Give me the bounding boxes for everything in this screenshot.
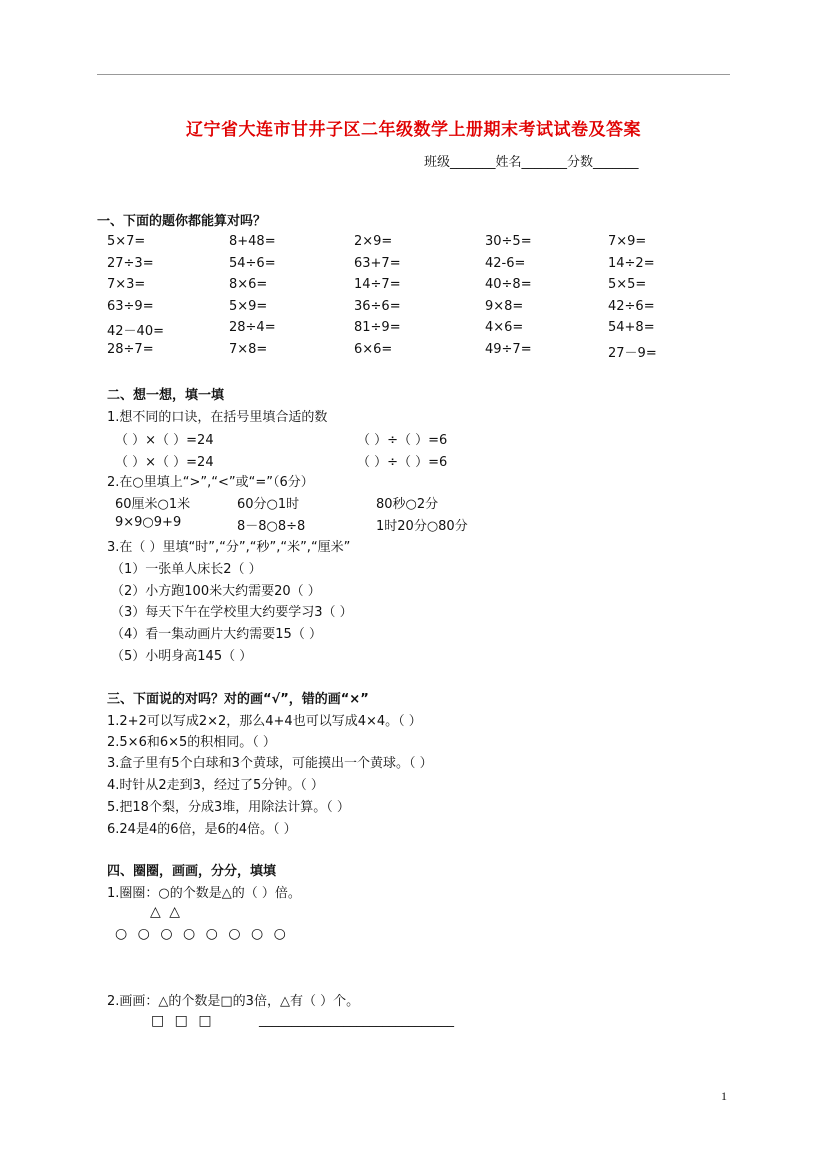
arithmetic-problem: 5×7=	[107, 234, 146, 249]
s2-q2-item: 60分○1时	[237, 497, 300, 512]
s2-q2-item: 80秒○2分	[376, 497, 439, 512]
s2-q2-item: 1时20分○80分	[376, 519, 468, 534]
s2-q3-item: （4）看一集动画片大约需要15（ ）	[111, 627, 322, 642]
s2-q1-line: （ ）÷（ ）=6	[357, 433, 448, 448]
arithmetic-problem: 5×9=	[229, 299, 268, 314]
arithmetic-problem: 27÷3=	[107, 256, 154, 271]
s3-item: 2.5×6和6×5的积相同。（ ）	[107, 735, 276, 750]
s2-q2-item: 9×9○9+9	[115, 515, 182, 530]
drawing-blank-line: ______________________________	[259, 1013, 454, 1028]
s3-item: 5.把18个梨，分成3堆，用除法计算。（ ）	[107, 800, 350, 815]
arithmetic-problem: 7×3=	[107, 277, 146, 292]
arithmetic-problem: 54÷6=	[229, 256, 276, 271]
arithmetic-problem: 63÷9=	[107, 299, 154, 314]
page-title: 辽宁省大连市甘井子区二年级数学上册期末考试试卷及答案	[186, 120, 641, 140]
arithmetic-problem: 36÷6=	[354, 299, 401, 314]
arithmetic-problem: 28÷4=	[229, 320, 276, 335]
top-rule	[97, 74, 730, 75]
arithmetic-problem: 40÷8=	[485, 277, 532, 292]
arithmetic-problem: 63+7=	[354, 256, 401, 271]
arithmetic-problem: 8×6=	[229, 277, 268, 292]
s2-q2-item: 8－8○8÷8	[237, 519, 306, 534]
arithmetic-problem: 42-6=	[485, 256, 526, 271]
s2-q2-prompt: 2.在○里填上“>”,“<”或“=”（6分）	[107, 475, 314, 490]
page-number: 1	[721, 1089, 727, 1103]
s2-q3-item: （5）小明身高145（ ）	[111, 649, 253, 664]
arithmetic-problem: 2×9=	[354, 234, 393, 249]
circle-shapes: ○ ○ ○ ○ ○ ○ ○ ○	[115, 926, 289, 942]
arithmetic-problem: 5×5=	[608, 277, 647, 292]
s2-q1-line: （ ）÷（ ）=6	[357, 455, 448, 470]
arithmetic-problem: 4×6=	[485, 320, 524, 335]
arithmetic-problem: 8+48=	[229, 234, 276, 249]
triangle-shapes: △ △	[150, 904, 182, 920]
square-shapes: □ □ □	[151, 1013, 215, 1029]
arithmetic-problem: 9×8=	[485, 299, 524, 314]
s2-q3-prompt: 3.在（ ）里填“时”,“分”,“秒”,“米”,“厘米”	[107, 540, 351, 555]
arithmetic-problem: 49÷7=	[485, 342, 532, 357]
s2-q1-prompt: 1.想不同的口诀，在括号里填合适的数	[107, 410, 328, 425]
arithmetic-problem: 14÷7=	[354, 277, 401, 292]
arithmetic-problem: 27－9=	[608, 346, 657, 361]
s3-item: 6.24是4的6倍，是6的4倍。（ ）	[107, 822, 297, 837]
section2-heading: 二、想一想，填一填	[107, 388, 225, 403]
arithmetic-problem: 42－40=	[107, 324, 164, 339]
s2-q3-item: （3）每天下午在学校里大约要学习3（ ）	[111, 605, 353, 620]
student-info-line: 班级_______姓名_______分数_______	[424, 155, 639, 170]
arithmetic-problem: 28÷7=	[107, 342, 154, 357]
s2-q3-item: （2）小方跑100米大约需要20（ ）	[111, 584, 321, 599]
section3-heading: 三、下面说的对吗？对的画“√”，错的画“×”	[107, 692, 369, 707]
arithmetic-problem: 30÷5=	[485, 234, 532, 249]
s3-item: 4.时针从2走到3，经过了5分钟。（ ）	[107, 778, 324, 793]
s3-item: 3.盒子里有5个白球和3个黄球，可能摸出一个黄球。（ ）	[107, 756, 433, 771]
section4-heading: 四、圈圈，画画，分分，填填	[107, 864, 277, 879]
arithmetic-problem: 6×6=	[354, 342, 393, 357]
s4-q2-prompt: 2.画画：△的个数是□的3倍，△有（ ）个。	[107, 994, 360, 1009]
s2-q1-line: （ ）×（ ）=24	[115, 455, 214, 470]
arithmetic-problem: 7×9=	[608, 234, 647, 249]
s2-q2-item: 60厘米○1米	[115, 497, 191, 512]
arithmetic-problem: 7×8=	[229, 342, 268, 357]
arithmetic-problem: 14÷2=	[608, 256, 655, 271]
arithmetic-problem: 81÷9=	[354, 320, 401, 335]
section1-heading: 一、下面的题你都能算对吗？	[97, 214, 267, 229]
s2-q3-item: （1）一张单人床长2（ ）	[111, 562, 262, 577]
s4-q1-prompt: 1.圈圈：○的个数是△的（ ）倍。	[107, 886, 301, 901]
s3-item: 1.2+2可以写成2×2，那么4+4也可以写成4×4。（ ）	[107, 714, 422, 729]
arithmetic-problem: 54+8=	[608, 320, 655, 335]
s2-q1-line: （ ）×（ ）=24	[115, 433, 214, 448]
arithmetic-problem: 42÷6=	[608, 299, 655, 314]
